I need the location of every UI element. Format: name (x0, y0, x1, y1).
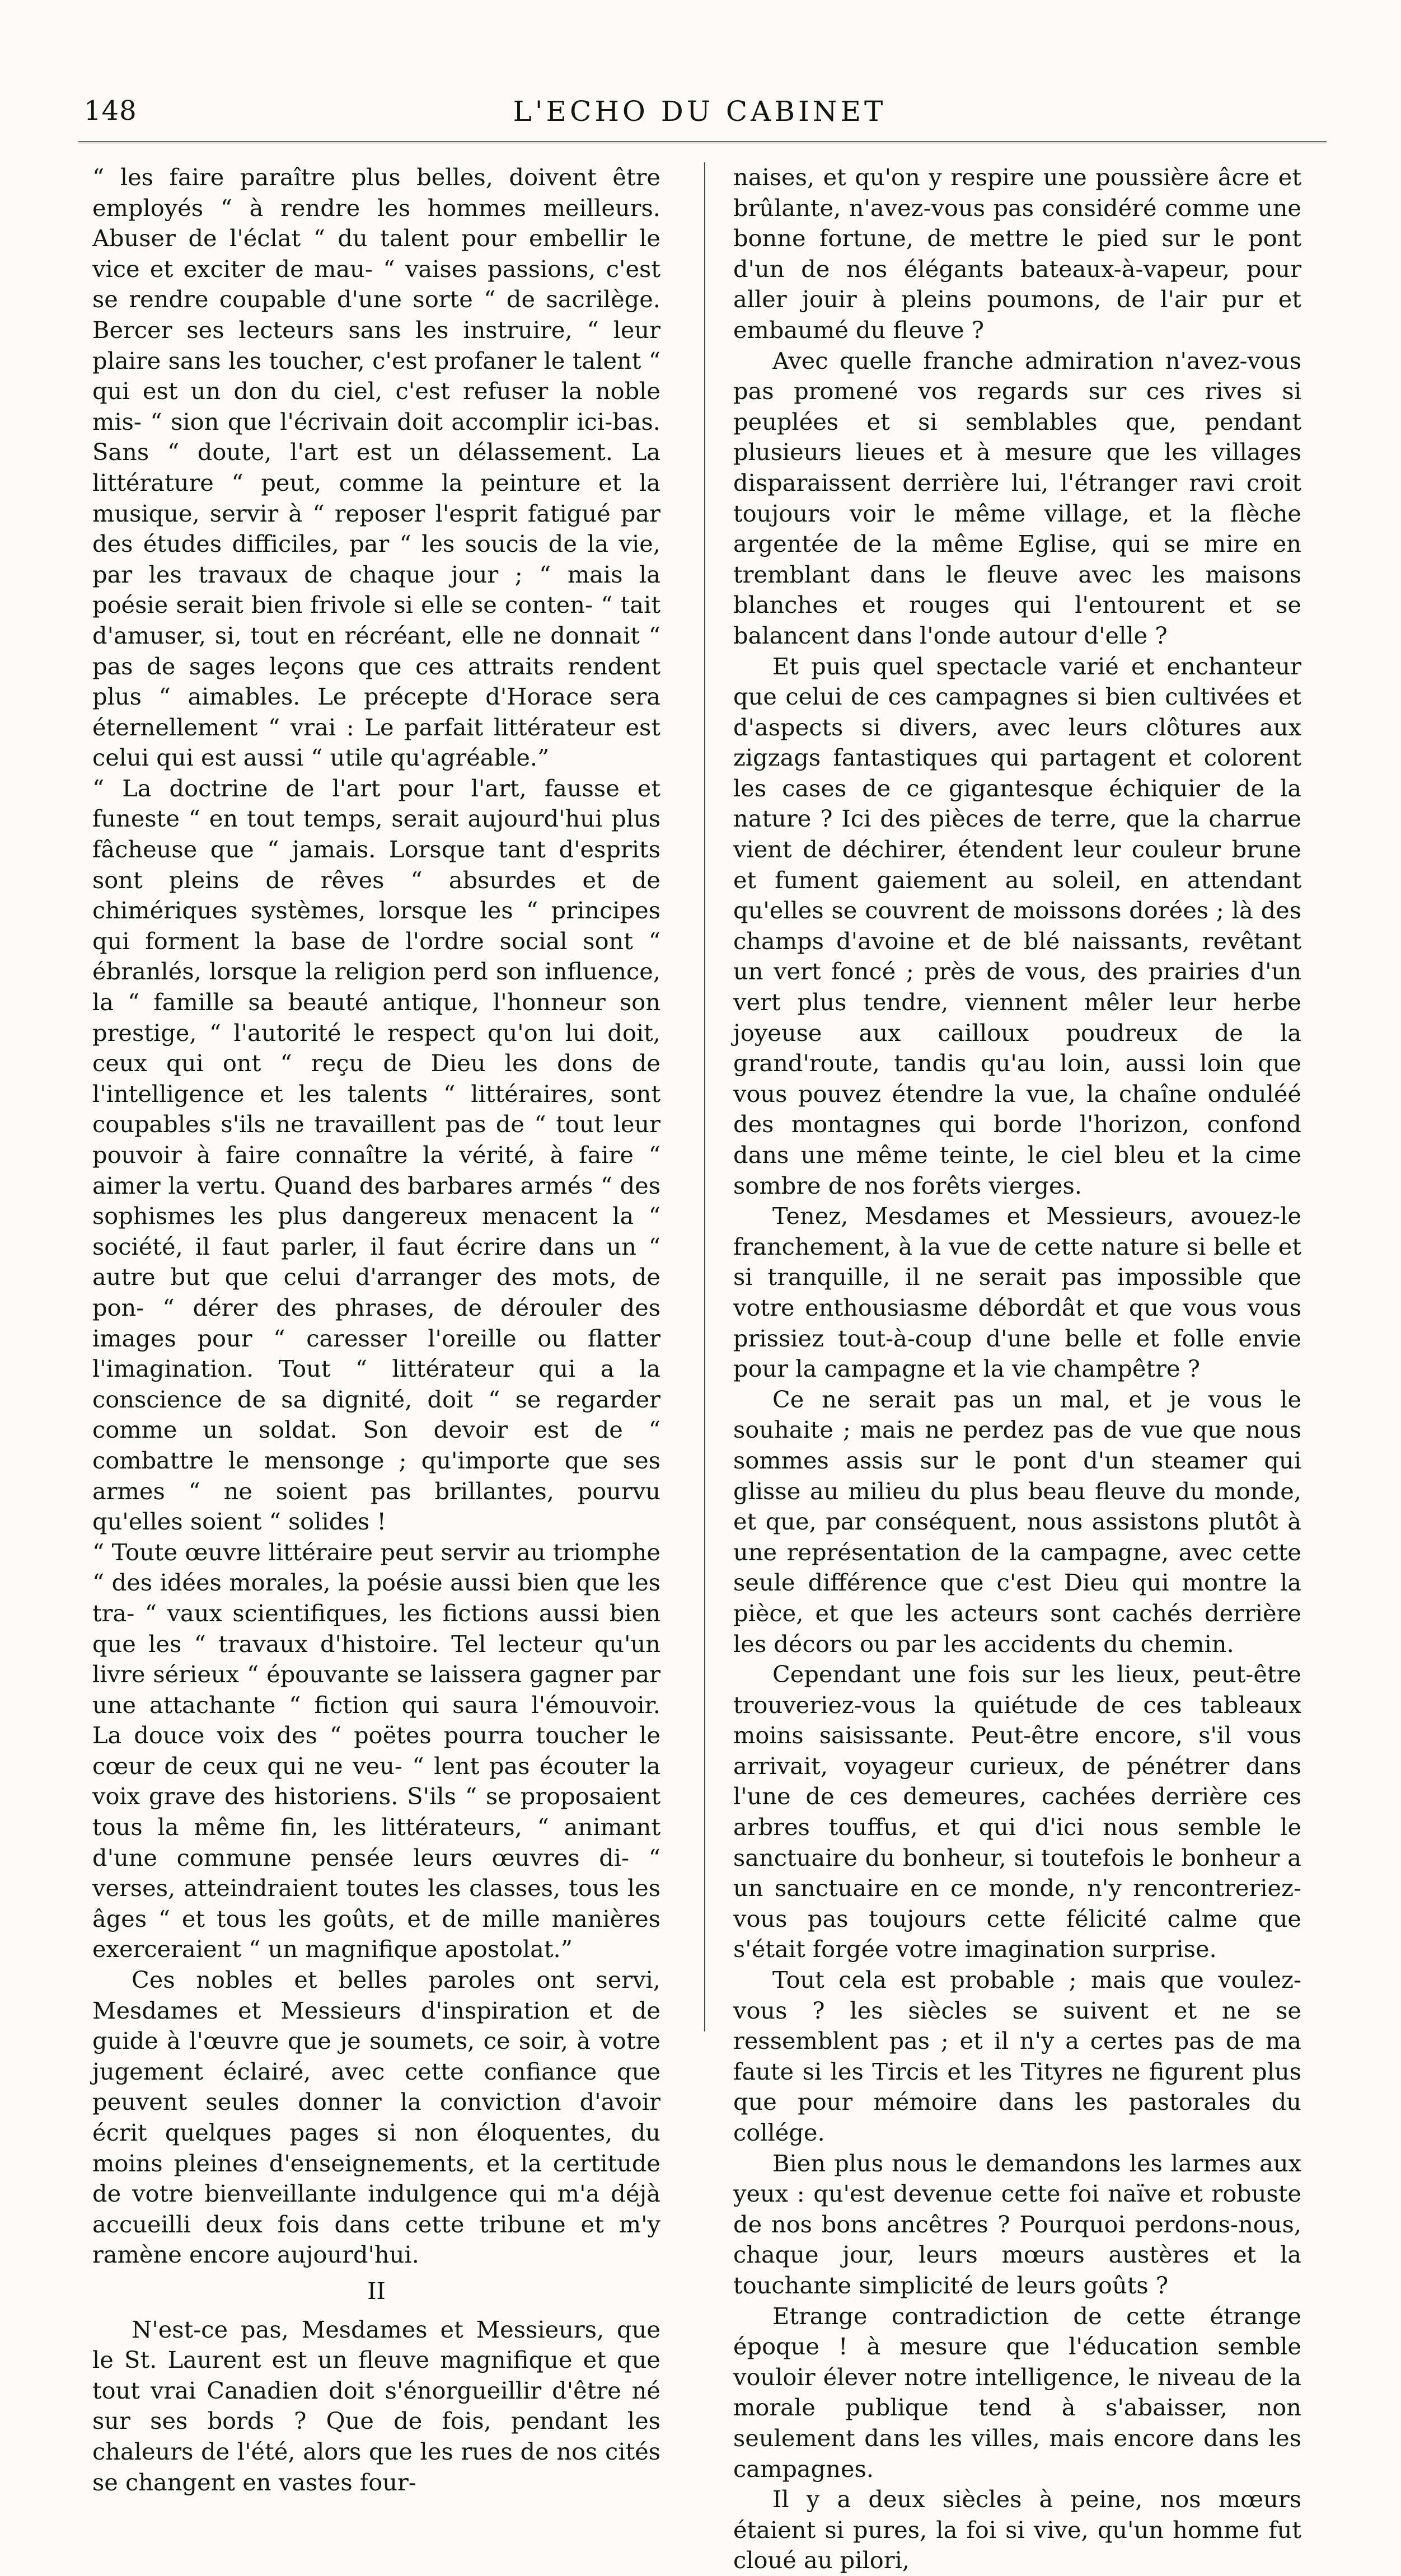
right-paragraph-7: Tout cela est probable ; mais que voulez-vous ? les siècles se suivent et ne se ressemblent pas ; et il n'y a certes pas de ma faute si les Tircis et les Tityres ne figurent plus que pour mémoire dans les pastorales du collége. (733, 1966, 1301, 2146)
column-divider (704, 162, 705, 2031)
right-paragraph-2: Avec quelle franche admiration n'avez-vous pas promené vos regards sur ces rives si peuplées et si semblables que, pendant plusieurs lieues et à mesure que les villages disparaissent derrière lui, l'étranger ravi croit toujours voir le même village, et la flèche argentée de la même Eglise, qui se mire en tremblant dans le fleuve avec les maisons blanches et rouges qui l'entourent et se balancent dans l'onde autour d'elle ? (733, 346, 1301, 649)
left-column (92, 162, 660, 2496)
left-paragraph-4: Ces nobles et belles paroles ont servi, Mesdames et Messieurs d'inspiration et de guide à l'œuvre que je soumets, ce soir, à votre jugement éclairé, avec cette confiance que peuvent seules donner la conviction d'avoir écrit quelques pages si non éloquentes, du moins pleines d'enseignements, et la certitude de votre bienveillante indulgence qui m'a déjà accueilli deux fois dans cette tribune et m'y ramène encore aujourd'hui. (92, 1966, 660, 2269)
left-paragraph-5: N'est-ce pas, Mesdames et Messieurs, que le St. Laurent est un fleuve magnifique et que tout vrai Canadien doit s'énorgueillir d'être né sur ses bords ? Que de fois, pendant les chaleurs de l'été, alors que les rues de nos cités se changent en vastes four- (92, 2315, 660, 2496)
right-paragraph-9: Etrange contradiction de cette étrange époque ! à mesure que l'éducation semble vouloir élever notre intelligence, le niveau de la morale publique tend à s'abaisser, non seulement dans les villes, mais encore dans les campagnes. (733, 2302, 1301, 2483)
left-paragraph-3: “ Toute œuvre littéraire peut servir au triomphe “ des idées morales, la poésie aussi bien que les tra- “ vaux scientifiques, les fictions aussi bien que les “ travaux d'histoire. Tel lecteur qu'un livre sérieux “ épouvante se laissera gagner par une attachante “ fiction qui saura l'émouvoir. La douce voix des “ poëtes pourra toucher le cœur de ceux qui ne veu- “ lent pas écouter la voix grave des historiens. S'ils “ se proposaient tous la même fin, les littérateurs, “ animant d'une commune pensée leurs œuvres di- “ verses, atteindraient toutes les classes, tous les âges “ et tous les goûts, et de mille manières exerceraient “ un magnifique apostolat.” (92, 1538, 660, 1963)
right-paragraph-10: Il y a deux siècles à peine, nos mœurs étaient si pures, la foi si vive, qu'un homme fut cloué au pilori, (733, 2485, 1301, 2574)
header-rule (78, 141, 1327, 143)
right-paragraph-1: naises, et qu'on y respire une poussière âcre et brûlante, n'avez-vous pas considéré comme une bonne fortune, de mettre le pied sur le pont d'un de nos élégants bateaux-à-vapeur, pour aller jouir à pleins poumons, de l'air pur et embaumé du fleuve ? (733, 163, 1301, 344)
right-paragraph-8: Bien plus nous le demandons les larmes aux yeux : qu'est devenue cette foi naïve et robuste de nos bons ancêtres ? Pourquoi perdons-nous, chaque jour, leurs mœurs austères et la touchante simplicité de leurs goûts ? (733, 2149, 1301, 2299)
right-paragraph-4: Tenez, Mesdames et Messieurs, avouez-le franchement, à la vue de cette nature si belle et si tranquille, il ne serait pas impossible que votre enthousiasme débordât et que vous vous prissiez tout-à-coup d'une belle et folle envie pour la campagne et la vie champêtre ? (733, 1202, 1301, 1383)
right-paragraph-3: Et puis quel spectacle varié et enchanteur que celui de ces campagnes si bien cultivées et d'aspects si divers, avec leurs clôtures aux zigzags fantastiques qui partagent et colorent les cases de ce gigantesque échiquier de la nature ? Ici des pièces de terre, que la charrue vient de déchirer, étendent leur couleur brune et fument gaiement au soleil, en attendant qu'elles se couvrent de moissons dorées ; là des champs d'avoine et de blé naissants, revêtant un vert foncé ; près de vous, des prairies d'un vert plus tendre, viennent mêler leur herbe joyeuse aux cailloux poudreux de la grand'route, tandis qu'au loin, aussi loin que vous pouvez étendre la vue, la chaîne onduléé des montagnes qui borde l'horizon, confond dans une même teinte, le ciel bleu et la cime sombre de nos forêts vierges. (733, 652, 1301, 1199)
page-number: 148 (84, 95, 137, 126)
right-paragraph-6: Cependant une fois sur les lieux, peut-être trouveriez-vous la quiétude de ces tableaux moins saisissante. Peut-être encore, s'il vous arrivait, voyageur curieux, de pénétrer dans l'une de ces demeures, cachées derrière ces arbres touffus, et qui d'ici nous semble le sanctuaire du bonheur, si toutefois le bonheur a un sanctuaire en ce monde, n'y rencontreriez-vous pas toujours cette félicité calme que s'était forgée votre imagination surprise. (733, 1660, 1301, 1963)
left-paragraph-2: “ La doctrine de l'art pour l'art, fausse et funeste “ en tout temps, serait aujourd'hui plus fâcheuse que “ jamais. Lorsque tant d'esprits sont pleins de rêves “ absurdes et de chimériques systèmes, lorsque les “ principes qui forment la base de l'ordre social sont “ ébranlés, lorsque la religion perd son influence, la “ famille sa beauté antique, l'honneur son prestige, “ l'autorité le respect qu'on lui doit, ceux qui ont “ reçu de Dieu les dons de l'intelligence et les talents “ littéraires, sont coupables s'ils ne travaillent pas de “ tout leur pouvoir à faire connaître la vérité, à faire “ aimer la vertu. Quand des barbares armés “ des sophismes les plus dangereux menacent la “ société, il faut parler, il faut écrire dans un “ autre but que celui d'arranger des mots, de pon- “ dérer des phrases, de dérouler des images pour “ caresser l'oreille ou flatter l'imagination. Tout “ littérateur qui a la conscience de sa dignité, doit “ se regarder comme un soldat. Son devoir est de “ combattre le mensonge ; qu'importe que ses armes “ ne soient pas brillantes, pourvu qu'elles soient “ solides ! (92, 774, 660, 1536)
section-heading: II (367, 2277, 386, 2305)
right-column (733, 162, 1301, 2574)
page-header (84, 95, 1315, 134)
right-paragraph-5: Ce ne serait pas un mal, et je vous le souhaite ; mais ne perdez pas de vue que nous sommes assis sur le pont d'un steamer qui glisse au milieu du plus beau fleuve du monde, et que, par conséquent, nous assistons plutôt à une représentation de la campagne, avec cette seule différence que c'est Dieu qui montre la pièce, et que les acteurs sont cachés derrière les décors ou par les accidents du chemin. (733, 1385, 1301, 1658)
running-title: L'ECHO DU CABINET (513, 95, 887, 128)
left-paragraph-1: “ les faire paraître plus belles, doivent être employés “ à rendre les hommes meilleurs. Abuser de l'éclat “ du talent pour embellir le vice et exciter de mau- “ vaises passions, c'est se rendre coupable d'une sorte “ de sacrilège. Bercer ses lecteurs sans les instruire, “ leur plaire sans les toucher, c'est profaner le talent “ qui est un don du ciel, c'est refuser la noble mis- “ sion que l'écrivain doit accomplir ici-bas. Sans “ doute, l'art est un délassement. La littérature “ peut, comme la peinture et la musique, servir à “ reposer l'esprit fatigué par des études difficiles, par “ les soucis de la vie, par les travaux de chaque jour ; “ mais la poésie serait bien frivole si elle se conten- “ tait d'amuser, si, tout en récréant, elle ne donnait “ pas de sages leçons que ces attraits rendent plus “ aimables. Le précepte d'Horace sera éternellement “ vrai : Le parfait littérateur est celui qui est aussi “ utile qu'agréable.” (92, 163, 660, 772)
